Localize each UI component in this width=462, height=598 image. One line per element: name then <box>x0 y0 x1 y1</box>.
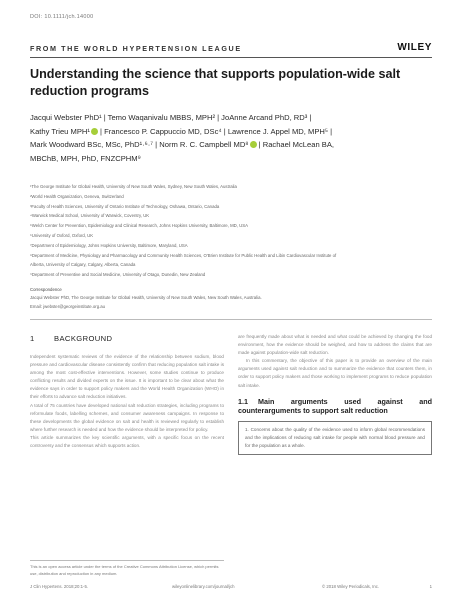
body-paragraph: This article summarizes the key scientific arguments, with a specific focus on the recent controversy and the consensus which supports action. <box>30 434 224 449</box>
footer-journal-link[interactable]: wileyonlinelibrary.com/journal/jch <box>172 584 235 589</box>
journal-bar <box>30 42 432 56</box>
correspondence-email[interactable]: Email: jwebster@georgeinstitute.org.au <box>30 303 106 309</box>
body-paragraph: are frequently made about what is needed and what could be achieved by changing the food environment, how the evidence should be weighed, and how to address the claims that are made against population-wide salt reduction. <box>238 334 432 356</box>
author-names[interactable]: | Rachael McLean BA, <box>256 140 335 150</box>
affiliation: ⁶University of Oxford, Oxford, UK <box>30 232 94 238</box>
body-column-left <box>30 333 224 450</box>
affiliation: ⁷Department of Epidemiology, Johns Hopkins University, Baltimore, Maryland, USA <box>30 242 188 248</box>
author-list <box>30 111 432 165</box>
author-line <box>30 125 432 139</box>
footer-copyright: © 2018 Wiley Periodicals, Inc. <box>322 584 380 589</box>
author-line <box>30 152 432 166</box>
affiliation: ⁴Warwick Medical School, University of Warwick, Coventry, UK <box>30 213 150 219</box>
subsection-heading <box>238 397 432 416</box>
argument-box: 1. Concerns about the quality of the evidence used to inform global recommendations and the implications of reducing salt intake for people with normal blood pressure and for the population as a whole. <box>238 421 432 455</box>
affiliation: ⁵Welch Center for Prevention, Epidemiology and Clinical Research, Johns Hopkins University, Baltimore, MD, USA <box>30 223 248 229</box>
affiliation-list <box>30 182 430 280</box>
page-number: 1 <box>429 584 432 589</box>
subsection-title: Main arguments used against and counterarguments to support salt reduction <box>238 396 432 416</box>
affiliation: ²World Health Organization, Geneva, Switzerland <box>30 193 124 199</box>
body-paragraph: A total of 75 countries have developed national salt reduction strategies, including programs to reformulate foods, labelling schemes, and consumer awareness campaigns. In response to these developments the global evidence on salt and health is reviewed regularly to establish where further research is needed and how the evidence should be interpreted for policy. <box>30 402 224 432</box>
author-names[interactable]: MBChB, MPH, PhD, FNZCPHM⁹ <box>30 153 141 163</box>
correspondence-address: Jacqui Webster PhD, The George Institute for Global Health, University of New South Wales, New South Wales, Australia. <box>30 295 262 301</box>
affiliation: Alberta, University of Calgary, Calgary, Alberta, Canada <box>30 262 136 268</box>
section-heading <box>30 333 224 345</box>
footer-citation: J Clin Hypertens. 2018;20:1-5. <box>30 584 89 589</box>
correspondence-block <box>30 286 430 311</box>
header-rule <box>30 57 432 58</box>
body-paragraph: In this commentary, the objective of this paper is to provide an overview of the main arguments used against salt reduction and to summarize the evidence that counters them, in order to support policy makers and those working to implement programs to reduce population salt intake. <box>238 358 432 388</box>
author-names[interactable]: | Francesco P. Cappuccio MD, DSc⁴ | Lawrence J. Appel MD, MPH⁵ | <box>97 126 333 136</box>
author-names[interactable]: Jacqui Webster PhD¹ | Temo Waqanivalu MBBS, MPH² | JoAnne Arcand PhD, RD³ | <box>30 113 312 122</box>
author-line <box>30 111 432 125</box>
orcid-icon[interactable] <box>91 128 98 135</box>
author-names[interactable]: Kathy Trieu MPH¹ <box>30 126 90 136</box>
publisher-logo[interactable]: WILEY <box>397 42 432 53</box>
affiliation: ⁸Department of Medicine, Physiology and Pharmacology and Community Health Sciences, O'Brien Institute for Public Health and Libin Cardiovascular Institute of <box>30 252 337 258</box>
affiliation: ¹The George Institute for Global Health, University of New South Wales, Sydney, New South Wales, Australia <box>30 184 237 189</box>
correspondence-label: Correspondence <box>30 287 62 292</box>
section-divider <box>30 319 432 320</box>
author-line <box>30 138 432 152</box>
affiliation: ⁹Department of Preventive and Social Medicine, University of Otago, Dunedin, New Zealand <box>30 272 206 278</box>
orcid-icon[interactable] <box>250 141 257 148</box>
journal-section-label: FROM THE WORLD HYPERTENSION LEAGUE <box>30 44 242 53</box>
affiliation: ³Faculty of Health Sciences, University of Ontario Institute of Technology, Oshawa, Ontario, Canada <box>30 203 220 209</box>
license-footnote: This is an open access article under the terms of the Creative Commons Attribution License, which permits use, distribution and reproduction in any medium. <box>30 560 224 577</box>
doi-label[interactable]: DOI: 10.1111/jch.14000 <box>30 14 94 20</box>
body-paragraph: Independent systematic reviews of the evidence of the relationship between sodium, blood pressure and cardiovascular disease consistently confirm that reducing population salt intake is among the most cost-effective interventions. However, some studies continue to produce conflicting results and divided experts on the issue. It is important to be clear about what the evidence says in order to support policy makers and the World Health Organization (WHO) in their efforts to advance salt reduction initiatives. <box>30 354 224 400</box>
author-names[interactable]: Mark Woodward BSc, MSc, PhD¹·⁶·⁷ | Norm R. C. Campbell MD⁸ <box>30 140 249 150</box>
subsection-number: 1.1 <box>238 396 248 406</box>
article-title: Understanding the science that supports population-wide salt reduction programs <box>30 67 401 98</box>
body-column-right <box>238 333 432 455</box>
section-number: 1 <box>30 334 35 343</box>
section-title: BACKGROUND <box>54 334 113 343</box>
